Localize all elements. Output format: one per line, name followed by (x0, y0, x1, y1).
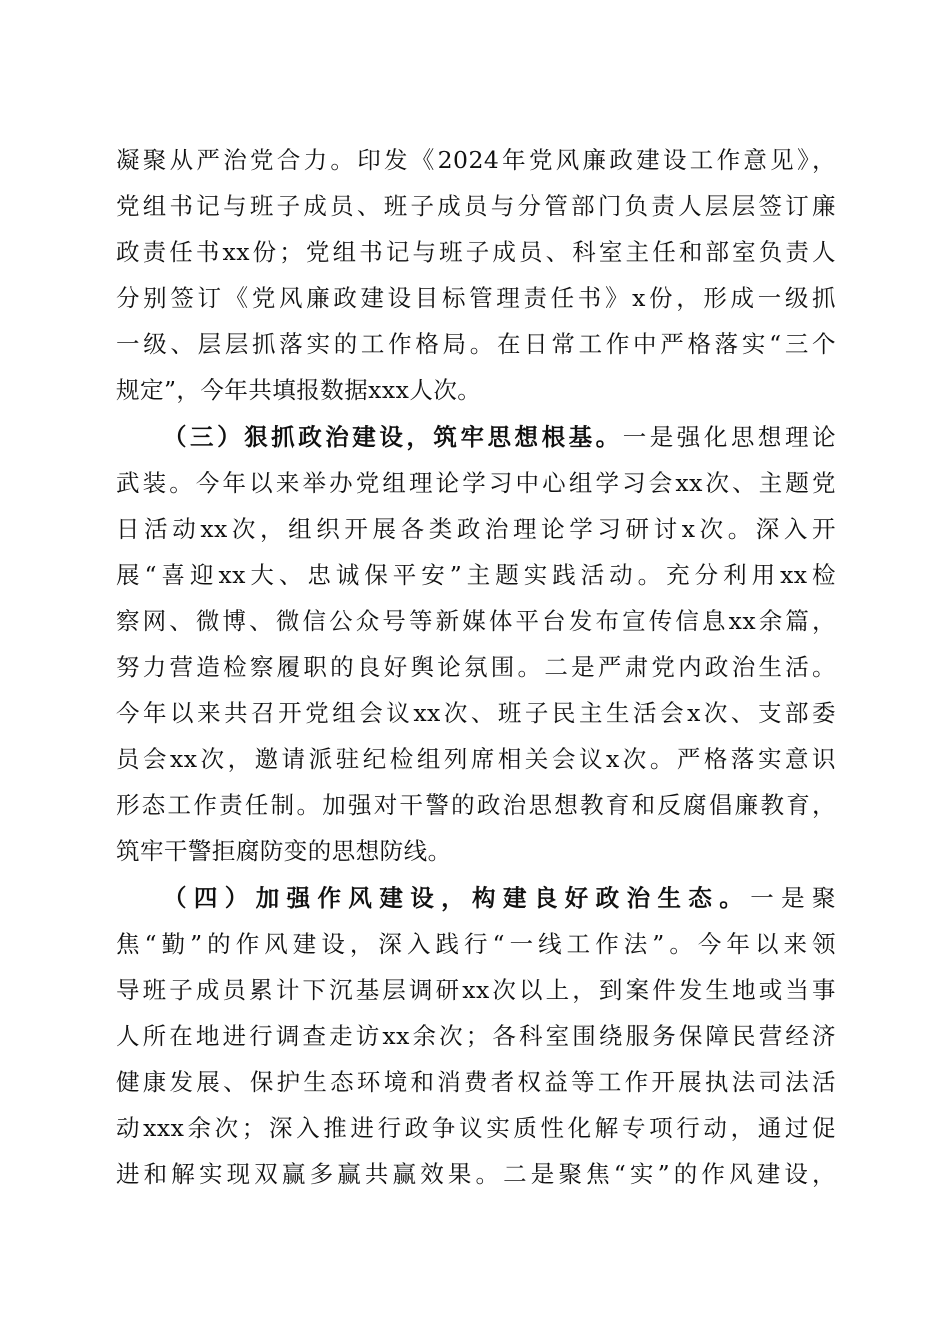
text-line: 武装。今年以来举办党组理论学习中心组学习会xx次、主题党 (116, 468, 836, 497)
text-line: 导班子成员累计下沉基层调研xx次以上，到案件发生地或当事 (116, 975, 836, 1004)
text-line: 展“喜迎xx大、忠诚保平安”主题实践活动。充分利用xx检 (116, 560, 836, 589)
text-line (116, 875, 836, 921)
paragraph-2 (116, 414, 836, 875)
section-heading-3: （三）狠抓政治建设，筑牢思想根基。 (163, 422, 623, 451)
text-line: 分别签订《党风廉政建设目标管理责任书》x份，形成一级抓 (116, 284, 836, 313)
text-run: 一是强化思想理论 (622, 422, 836, 451)
text-line: 今年以来共召开党组会议xx次、班子民主生活会x次、支部委 (116, 699, 836, 728)
text-line: 一级、层层抓落实的工作格局。在日常工作中严格落实“三个 (116, 330, 836, 359)
text-line: 日活动xx次，组织开展各类政治理论学习研讨x次。深入开 (116, 514, 836, 543)
text-line: 焦“勤”的作风建设，深入践行“一线工作法”。今年以来领 (116, 929, 836, 958)
text-line: 健康发展、保护生态环境和消费者权益等工作开展执法司法活 (116, 1067, 836, 1096)
text-line: 党组书记与班子成员、班子成员与分管部门负责人层层签订廉 (116, 192, 836, 221)
text-line: 动xxx余次；深入推进行政争议实质性化解专项行动，通过促 (116, 1113, 836, 1142)
text-line: 员会xx次，邀请派驻纪检组列席相关会议x次。严格落实意识 (116, 745, 836, 774)
text-run: 一是聚 (750, 883, 836, 912)
text-line (116, 414, 836, 460)
text-line: 努力营造检察履职的良好舆论氛围。二是严肃党内政治生活。 (116, 653, 836, 682)
text-line: 凝聚从严治党合力。印发《2024年党风廉政建设工作意见》， (116, 146, 836, 174)
text-line: 进和解实现双赢多赢共赢效果。二是聚焦“实”的作风建设， (116, 1160, 836, 1189)
document-body (116, 137, 836, 1197)
text-line: 规定”，今年共填报数据xxx人次。 (116, 376, 482, 405)
text-line: 察网、微博、微信公众号等新媒体平台发布宣传信息xx余篇， (116, 606, 836, 635)
text-line: 政责任书xx份；党组书记与班子成员、科室主任和部室负责人 (116, 238, 836, 267)
section-heading-4: （四）加强作风建设，构建良好政治生态。 (163, 883, 751, 912)
text-line: 形态工作责任制。加强对干警的政治思想教育和反腐倡廉教育， (116, 791, 836, 820)
text-line: 人所在地进行调查走访xx余次；各科室围绕服务保障民营经济 (116, 1021, 836, 1050)
text-line: 筑牢干警拒腐防变的思想防线。 (116, 837, 452, 866)
paragraph-1 (116, 137, 836, 414)
paragraph-3 (116, 875, 836, 1198)
